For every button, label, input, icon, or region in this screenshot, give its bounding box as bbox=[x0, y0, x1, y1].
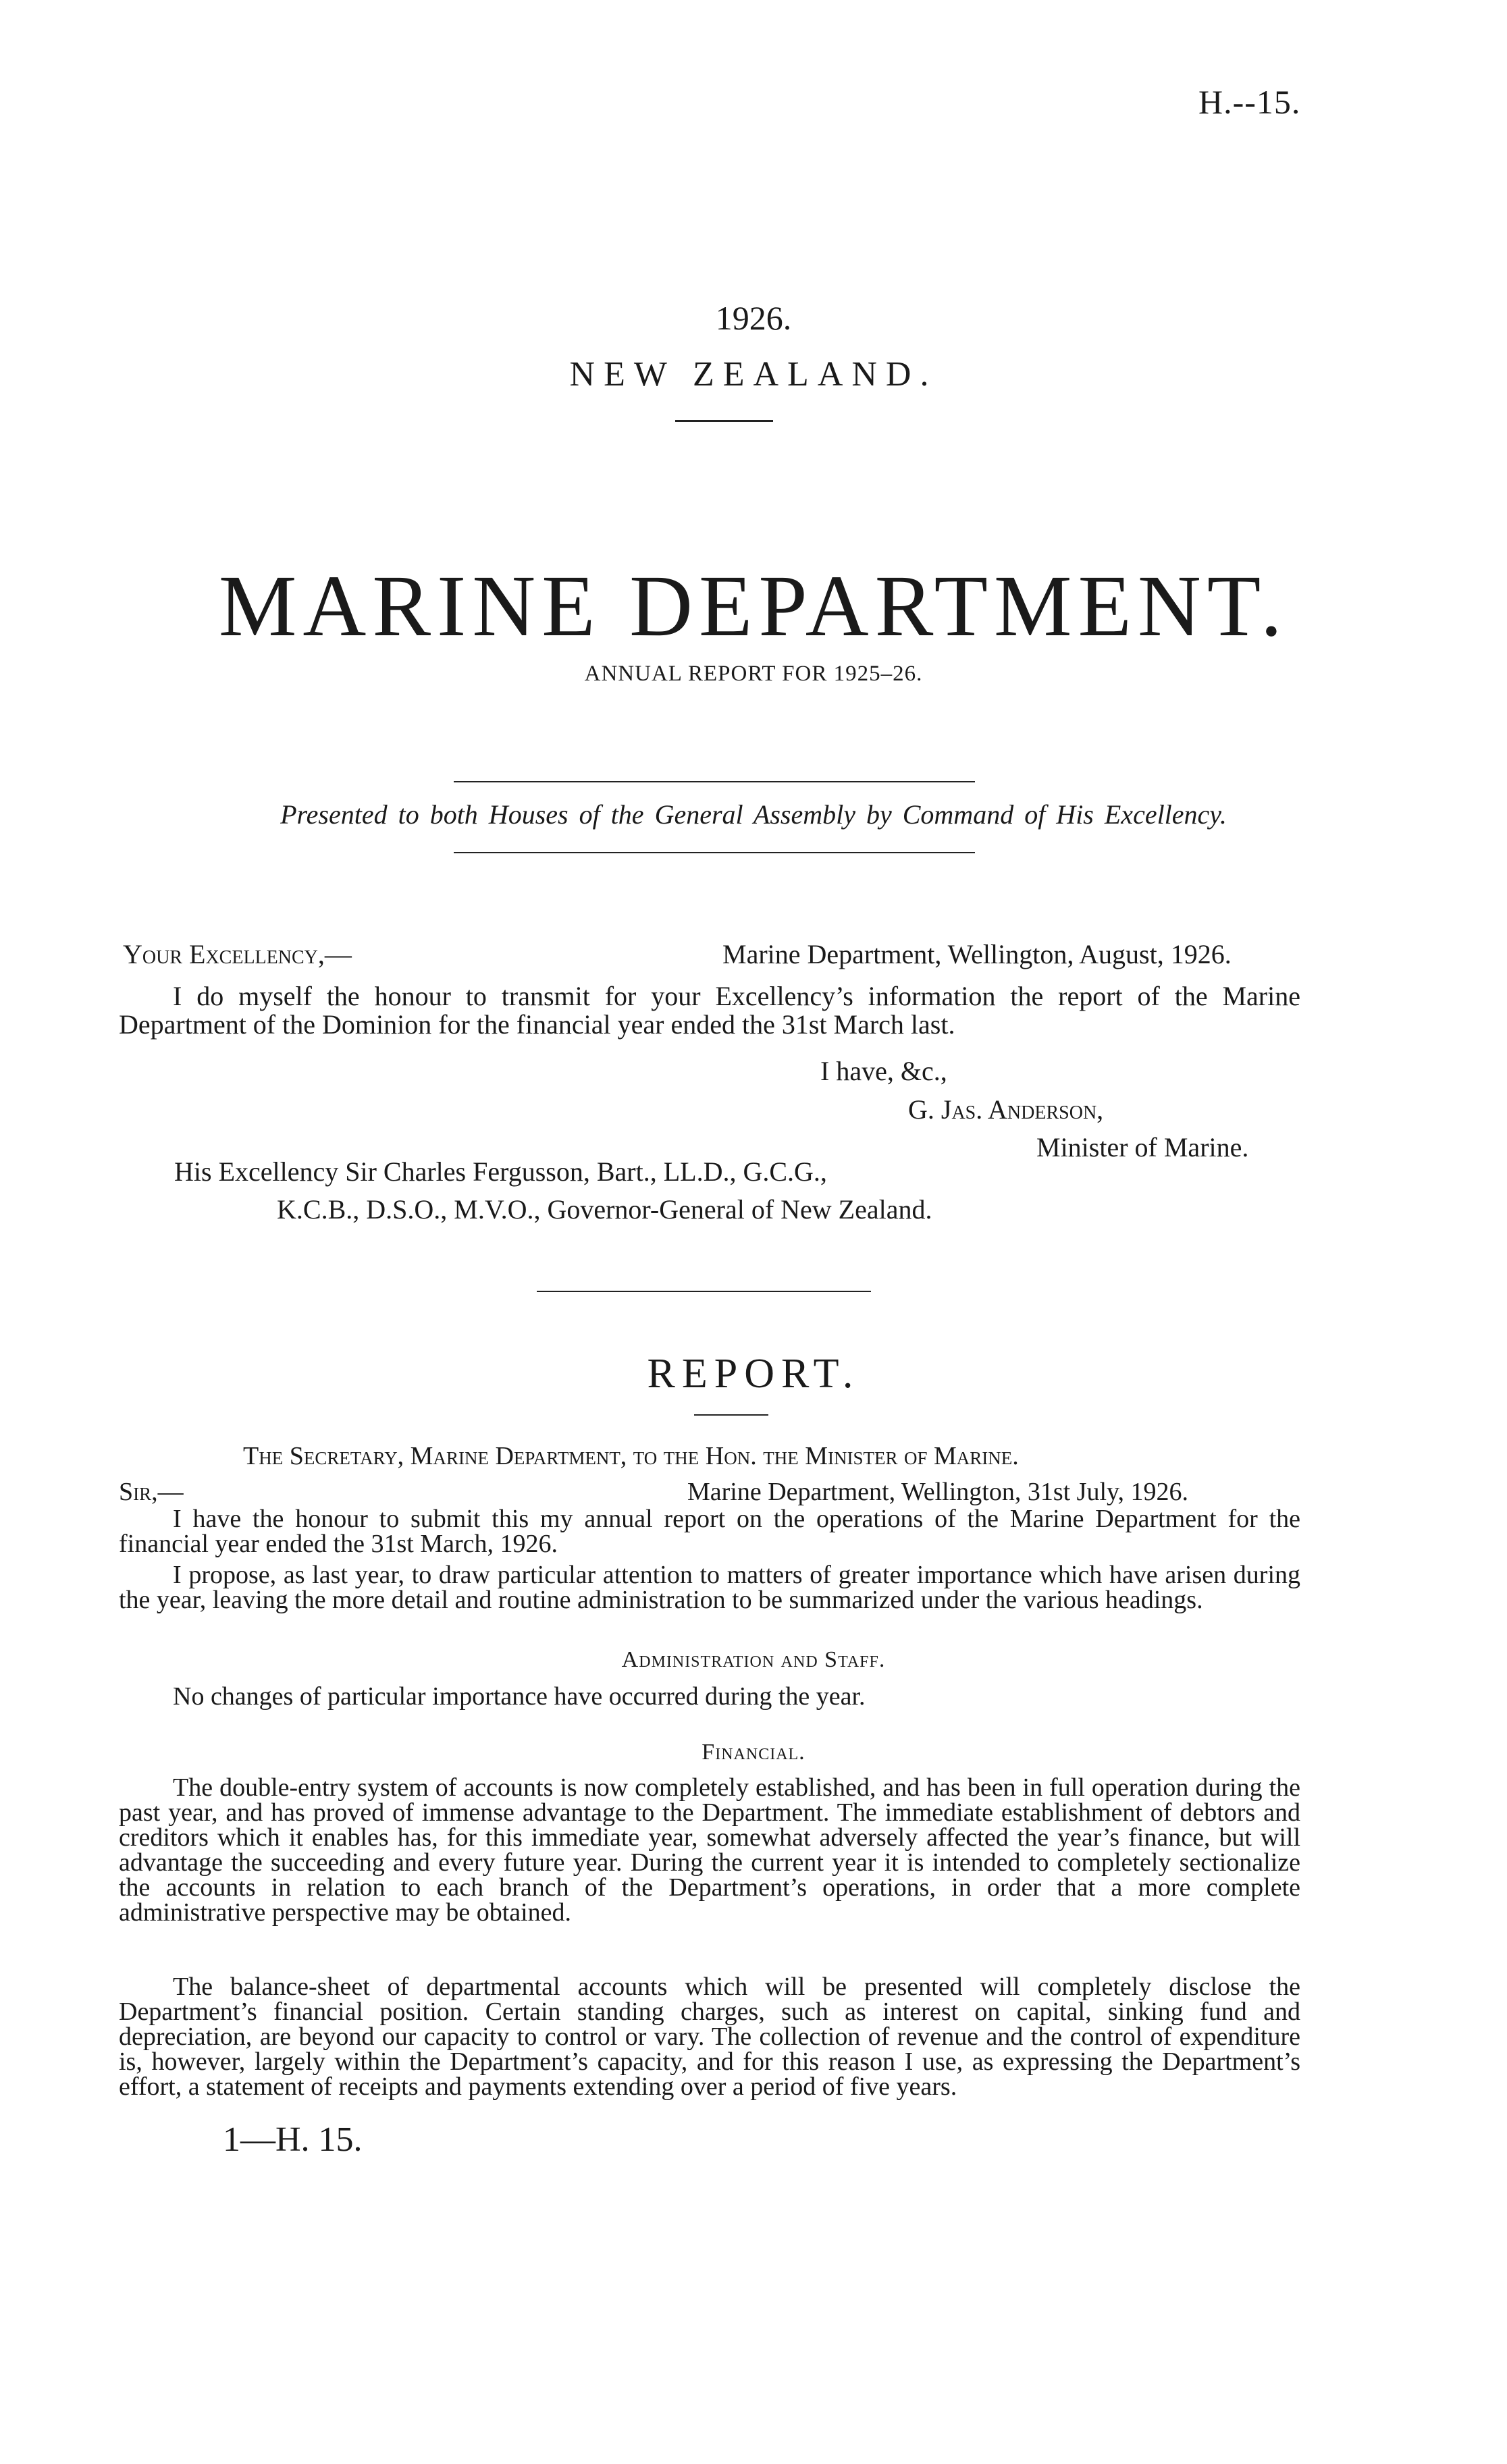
presented-top-rule bbox=[454, 781, 975, 782]
letter-closing: I have, &c., bbox=[820, 1056, 947, 1086]
letter-address-date: Marine Department, Wellington, August, 1926. bbox=[722, 939, 1232, 969]
footer-reference: 1—H. 15. bbox=[223, 2120, 363, 2159]
page-reference: H.--15. bbox=[1198, 83, 1301, 121]
document-title: MARINE DEPARTMENT. bbox=[218, 558, 1289, 655]
letter-signatory-title: Minister of Marine. bbox=[1036, 1132, 1249, 1162]
letter-addressee-line2: K.C.B., D.S.O., M.V.O., Governor-General of New Zealand. bbox=[277, 1194, 932, 1225]
letter-salutation: Your Excellency,— bbox=[123, 939, 352, 969]
report-salutation: Sir,— bbox=[119, 1478, 184, 1506]
report-paragraph-2: I propose, as last year, to draw particular attention to matters of greater importance which have arisen during the year, leaving the more detail and routine administration to be summarized under the various headings. bbox=[119, 1561, 1300, 1614]
report-heading-rule bbox=[694, 1414, 768, 1416]
country-rule bbox=[675, 420, 773, 422]
letter-signatory: G. Jas. Anderson, bbox=[908, 1094, 1104, 1125]
report-paragraph-1: I have the honour to submit this my annual report on the operations of the Marine Department for the financial year ended the 31st March, 1926. bbox=[119, 1505, 1300, 1558]
section-divider bbox=[537, 1291, 871, 1292]
section-heading-administration: Administration and Staff. bbox=[621, 1647, 886, 1672]
presented-bottom-rule bbox=[454, 852, 975, 853]
report-address-date: Marine Department, Wellington, 31st July, 1926. bbox=[687, 1478, 1189, 1506]
section-financial-paragraph-1: The double-entry system of accounts is now completely established, and has been in full operation during the past year, and has proved of immense advantage to the Department. The immediate establishment of debtors and creditors which it enables has, for this immediate year, somewhat adversely affected the year’s finance, but will advantage the succeeding and every future year. During the current year it is intended to completely sectionalize the accounts in relation to each branch of the Department’s operations, in order that a more complete administrative perspective may be obtained. bbox=[119, 1773, 1300, 1927]
section-heading-financial: Financial. bbox=[702, 1740, 805, 1765]
year: 1926. bbox=[715, 299, 792, 337]
report-heading: REPORT. bbox=[647, 1351, 860, 1397]
section-administration-text: No changes of particular importance have occurred during the year. bbox=[173, 1682, 866, 1711]
presented-line: Presented to both Houses of the General Assembly by Command of His Excellency. bbox=[280, 799, 1227, 830]
report-from-to: The Secretary, Marine Department, to the Hon. the Minister of Marine. bbox=[243, 1442, 1019, 1470]
document-subtitle: ANNUAL REPORT FOR 1925–26. bbox=[584, 662, 923, 686]
country-heading: NEW ZEALAND. bbox=[569, 355, 938, 394]
letter-body: I do myself the honour to transmit for your Excellency’s information the report of the Marine Department of the Dominion for the financial year ended the 31st March last. bbox=[119, 981, 1300, 1040]
letter-addressee-line1: His Excellency Sir Charles Fergusson, Bart., LL.D., G.C.G., bbox=[174, 1156, 827, 1187]
section-financial-paragraph-2: The balance-sheet of departmental accounts which will be presented will completely disclose the Department’s financial position. Certain standing charges, such as interest on capital, sinking fund and depreciation, are beyond our capacity to control or vary. The collection of revenue and the control of expenditure is, however, largely within the Department’s capacity, and for this reason I use, as expressing the Department’s effort, a statement of receipts and payments extending over a period of five years. bbox=[119, 1973, 1300, 2101]
